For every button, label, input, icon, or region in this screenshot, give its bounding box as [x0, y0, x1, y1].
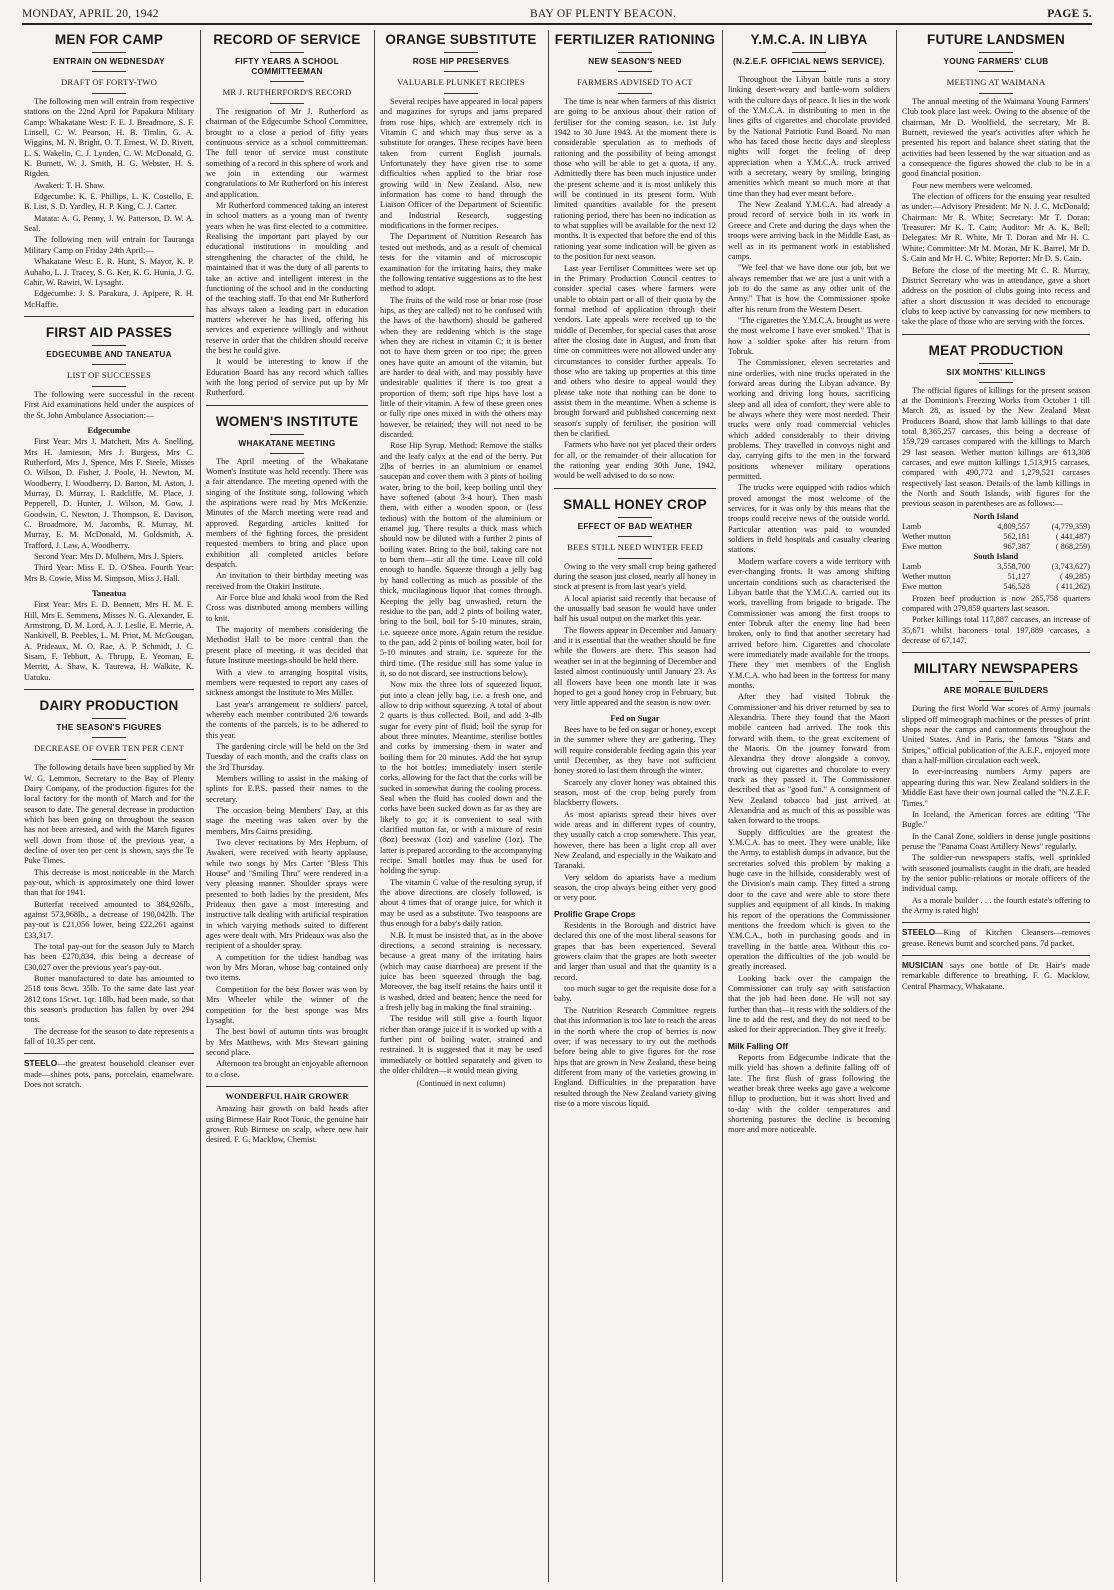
article-paragraph: The election of officers for the ensuing year resulted as under:—Advisory President: Mr N. J. C. McDonald; Chairman: Mr R. White; Secretary: Mr T. Doran; Treasurer: Mr K. T. Cain; Auditor: Mr A. K. Bell; Delegates: Mr R. White, Mr T. Doran and Mr H. C. White; Committee: Mr M. Moran, Mr K. Barrel, Mr D. S. Cain and Mr H. C. White; Reporter: Mr D. S. Cain.: [902, 192, 1090, 264]
article-paragraph: First Year: Mrs E. D. Bennett, Mrs H. M. E. Hill, Mrs E. Semmens, Misses N. G. Alexander, E. Armstrong, D. M. Lord, A. J. Leslie, E. Merrie, A. Nankivell, B. Peebles, L. M. Print, M. McGougan, A. Prideaux, M. O. Rae, A. P. Schmidt, J. C. Sisam, F. Tebbutt, A. Thrupp, E. Yeoman, E. Merritt, A. Shaw, K. Taurewa, H. Walkite, K. Uatuku.: [24, 600, 194, 682]
article-headline: MILITARY NEWSPAPERS: [913, 661, 1079, 677]
article-paragraph: Very seldom do apiarists have a medium season, the crop always being either very good or very poor.: [554, 872, 716, 903]
subheading-rule: [270, 81, 304, 82]
article-paragraph: The residue will still give a fourth liquor richer than orange juice if it is worked up with a further pint of boiling water, strained and restrained. It is suggested that it may be used immediately or bottled separately and given to the older children—it would mean giving: [380, 1014, 542, 1075]
table-cell: 3,558,700: [997, 561, 1030, 571]
subheading-rule: [92, 737, 126, 738]
masthead-rule: [22, 23, 1092, 25]
article-paragraph: Now mix the three lots of squeezed liquor, put into a clean jelly bag, i.e. a fresh one, and allow to drip without squeezing. A total of about 2 quarts is thus collected. Boil, and add 3-4lb sugar for every pint of fluid; boil the syrup for about three minutes. Meantime, sterilise bottles and corks by immersing them in water and boiling them for 20 minutes. Add the hot syrup to the hot bottles; immediately insert sterile corks, allowing for the fact that the corks will be sucked in somewhat during the cooling process. Seal when the fluid has cooled down and the corks have been sucked down as far as they are likely to go; it is convenient to seal with clarified mutton fat, or with a mixture of resin (8oz) beeswax (1oz) and vaseline (1oz). The latter is prepared according to the accompanying recipe. Small bottles may thus be used for holding the syrup.: [380, 680, 542, 876]
advertisement: [902, 927, 1090, 949]
article-paragraph: The decrease for the season to date represents a fall of 10.35 per cent.: [24, 1026, 194, 1047]
article: [554, 909, 716, 1110]
article-paragraph: Members willing to assist in the making of splints for E.P.S. passed their names to the secretary.: [206, 773, 368, 804]
ad-keyword: STEELO: [24, 1058, 58, 1069]
table-row: [902, 522, 1090, 532]
article-paragraph: First Year: Mrs J. Matchett, Mrs A. Snelling, Mrs H. Jamieson, Mrs J. Burgess, Mrs C. Rutherford, Mrs J. Spence, Mrs F. Steele, Misses O. Wilson, D. Fisher, J. Poole, H. Newton, M. Woodberry, I. Woodberry, D. Barton, M. Aston, J. Murray, D. Murray, I. Radcliffe, M. Place, J. Pepperell, D. Hunter, J. Wilson, M. Gow, J. Goodwin, C. Newton, J. Thompson, E. Davison, C. Broadmore, M. Jacombs, R. Murray, M. Murray, E. M. McDonald, M. Goldsmith, A. Trafford, J. Law, A. Woodberry.: [24, 437, 194, 550]
article-paragraph: Awakeri: T. H. Shaw.: [34, 180, 105, 190]
column-4: [554, 30, 716, 1582]
article-paragraph: Modern warfare covers a wide territory with ever-changing fronts. It was among shifting uncertain conditions such as characterised the Libyan battle that the Y.M.C.A. carried out its work, travelling from brigade to brigade. The Commissioner was among the first troops to enter Tobruk after the enemy line had been broken, only to find that another secretary had arrived before him. Cigarettes and chocolate were immediately made available for the troops. There they met members of the English Y.M.C.A. who had been in the fortress for many months.: [728, 556, 890, 690]
divider-rule: [206, 405, 368, 406]
article-headline: MEAT PRODUCTION: [928, 342, 1064, 358]
article-subheading: WHAKATANE MEETING: [238, 438, 336, 448]
table-cell: ( 49,285): [1059, 571, 1090, 581]
article-paragraph: The official figures of killings for the present season at the Dominion's Freezing Works from October 1 till March 28, as issued by the New Zealand Meat Producers Board, show that lamb killings to that date total 8,365,257 carcases, this being a decrease of 159,729 carcases compared with the killings to March 29 last season. Wether mutton killings are 613,308 carcases, and ewe mutton killings 1,513,915 carcases, compared with 490,772 and 1,279,521 carcases respectively last season. Details of the lamb killings in the North and South Islands, with figures for the previous season in parentheses are as follows:—: [902, 385, 1090, 509]
column-rule: [722, 30, 723, 1582]
column-5: [728, 30, 890, 1582]
table-cell: ( 411,262): [1056, 581, 1090, 591]
article-paragraph: Two clever recitations by Mrs Hepburn, of Awakeri, were received with hearty applause, while two songs by Mrs Carter "Bless This House" and "Smiling Thru" were rendered in a very pleasing manner. Shoulder sprays were presented to both ladies by the president, Mrs Prideaux then gave a most interesting and instructive talk dealing with artificial respiration in which varying methods suited to different ages were dealt with. Mrs Prideaux was also the recipient of a shoulder spray.: [206, 838, 368, 951]
divider-rule: [24, 1053, 194, 1054]
table-row: [902, 582, 1090, 592]
article: [728, 32, 890, 1036]
table-cell: 967,387: [1003, 541, 1030, 551]
article-paragraph: Rose Hip Syrup. Method: Remove the stalks and the leafy calyx at the end of the berry. Put 2lbs of berries in an aluminium or enamel saucepan and cover them with 3 pints of boiling water, bring to the boil, keep boiling until they have softened (about 3-4 hour). Then mash them, with either a wooden spoon, or (less tedious) with the bottom of the aluminium or enamel jug. There results a thick mass which should now be diluted with a further 2 pints of boiling water. Bring to the boil, taking care not to burn them—stir all the time. Leave till cold enough to handle. Squeeze through a jelly bag by hand collecting as much as possible of the thick, mucilaginous liquor that comes through. Keeping the jelly bag unwashed, return the residue to the pan, add 2 pints of boiling water, bring to the boil, boil for 5-10 minutes, strain, i.e. squeeze once more. Again return the residue to the pan, add 2 pints of boiling water, boil for 5-10 minutes and strain, i.e. squeeze for the third time. (The residue still has some value in it, so do not discard, see instructions below).: [380, 441, 542, 678]
subheading-rule: [979, 71, 1013, 72]
article: [24, 316, 194, 683]
article: [206, 405, 368, 1080]
article-paragraph: The following men will entrain for Tauranga Military Camp on Friday 24th April:—: [24, 235, 194, 255]
article-paragraph: The following details have been supplied by Mr W. G. Lemmon, Secretary to the Bay of Plenty Dairy Company, of the production figures for the local factory for the month of March and for the season to date. The general decrease in production which has been going on throughout the season has not been arrested, and with the March figures well down from those of the previous year, a decline of over ten per cent is shown, says the Te Puke Times.: [24, 763, 194, 866]
advertisement: [902, 960, 1090, 992]
table-cell: Wether mutton: [902, 531, 951, 541]
article-paragraph: Porker killings total 117,887 carcases, an increase of 35,671 whilst baconers total 197,889 carcases, a decrease of 67,147.: [902, 615, 1090, 646]
article-paragraph: too much sugar to get the requisite dose for a baby.: [554, 984, 716, 1004]
article-paragraph: The following were successful in the recent First Aid examinations held under the auspices of the St. John Ambulance Association:—: [24, 389, 194, 420]
article: [554, 488, 716, 904]
table-row: [902, 532, 1090, 542]
page-number: PAGE 5.: [1047, 8, 1092, 20]
subheading-rule: [92, 759, 126, 760]
article-paragraph: The annual meeting of the Waimana Young Farmers' Club took place last week. Owing to the absence of the chairman, Mr D. Woolfield, the secretary, Mr B. Burnett, reviewed the year's activities after which he presented his report and balance sheet stating that the activities had been lessened by the war situation and as a consequence the figures showed the club to be in a good financial position.: [902, 97, 1090, 179]
article-subheading: ROSE HIP PRESERVES: [412, 57, 510, 66]
article-subheading: THE SEASON'S FIGURES: [56, 723, 162, 733]
article: [206, 32, 368, 399]
article-subheading: MEETING AT WAIMANA: [946, 77, 1046, 87]
ad-keyword: MUSICIAN: [902, 959, 944, 970]
article-paragraph: The following men will entrain from respective stations on the 22nd April for Papakura Military Camp: Whakatane West: F. E. J. Breadmore, S. F. Linsell, C. W. Pearson, H. B. Timlin, G. A. Wiggins, M. N. Bright, O. T. Ernest, W. D. Rivett, L. S. Wakelin, C. J. Lynden, C. W. McDonald, G. K. Burnett, W. J. Smith, H. G. Webster, H. S. Rigden.: [24, 97, 194, 179]
article-paragraph: The soldier-run newspapers staffs, well sprinkled with seasoned journalists caught in the draft, are headed by the senior public-relations or morale officers of the individual camp.: [902, 853, 1090, 894]
headline-rule: [444, 52, 478, 53]
table-row: [902, 562, 1090, 572]
article-subheading: DRAFT OF FORTY-TWO: [60, 77, 158, 87]
headline-rule: [92, 718, 126, 719]
article: [902, 334, 1090, 647]
subheading-rule: [618, 558, 652, 559]
subheading-rule: [444, 93, 478, 94]
article-paragraph: Afternoon tea brought an enjoyable afternoon to a close.: [206, 1059, 368, 1079]
column-rule: [896, 30, 897, 1582]
article-paragraph: Four new members were welcomed.: [912, 180, 1033, 190]
article-paragraph: Second Year: Mrs D. Mulhern, Mrs J. Spiers.: [34, 552, 184, 562]
divider-rule: [554, 488, 716, 489]
article-paragraph: Throughout the Libyan battle runs a story linking desert-weary and battle-worn soldiers with the culture days of peace. It lies in the work of the Y.M.C.A. in distributing to men in the lines gifts of cigarettes and chocolate provided by the National Patriotic Fund Board. No man who has faced those hectic days and sleepless nights will forget the feeling of deep appreciation when a Y.M.C.A. truck arrived with a secretary, weary by smiling, bringing amenities which meant so much more at that time than they had ever meant before.: [728, 75, 890, 198]
article-paragraph: Residents in the Borough and district have declared this one of the most liberal seasons for grapes that has been experienced. Several growers claim that the grapes are both sweeter and larger than usual and that the quantity is a record.: [554, 921, 716, 982]
article-headline: WOMEN'S INSTITUTE: [215, 413, 359, 429]
article-paragraph: With a view to arranging hospital visits, members were requested to report any cases of sickness amongst the Institute to Mrs Miller.: [206, 667, 368, 698]
section-heading: Edgecumbe: [87, 424, 131, 435]
divider-rule: [206, 1086, 368, 1087]
article-paragraph: Bees have to be fed on sugar or honey, except in the summer where they are gathering. They will require considerable feeding again this year until December, as they have not sufficient honey stored to last them through the winter.: [554, 724, 716, 776]
article-paragraph: As a morale builder . . . the fourth estate's offering to the Army is rated high!: [902, 895, 1090, 915]
table-cell: ( 868,259): [1055, 541, 1090, 551]
subheading-rule: [979, 382, 1013, 383]
article-paragraph: The resignation of Mr J. Rutherford as chairman of the Edgecumbe School Committee, brought to a close a period of fifty years continuous service as a school committeeman. The full tenor of service must constitute something of a record in this sphere of work and we join in extending our warmest congratulations to Mr Rutherford on his interest and application.: [206, 107, 368, 199]
article-subheading: EDGECUMBE AND TANEATUA: [46, 349, 172, 359]
ad-text: —the greatest household cleanser ever made—shines pots, pans, porcelain, enamelware. Does not scratch.: [24, 1059, 194, 1090]
article-paragraph: Supply difficulties are the greatest the Y.M.C.A. has to meet. They were unable, like the Army, to establish dumps in advance, but the secretaries solved this problem by making a huge cave in the hillside, considerably west of the Division's main camp. They fitted a strong door to the cave and were able to store there supplies and equipment of all kinds. In making his report of the operations the Commissioner mentions the freedom which is given to the Y.M.C.A., both in purchasing goods and in travelling in the battle area. Without this co-operation the difficulties of the job would be greatly increased.: [728, 827, 890, 972]
column-rule: [548, 30, 549, 1582]
article-paragraph: The time is near when farmers of this district are going to be anxious about their ration of fertiliser for the coming season, i.e. 1st July 1942 to 30 June 1943. At the moment there is considerable speculation as to methods of rationing and the possibility of being amongst those who will be able to get a quota, if any. Admittedly there has been much injustice under the present scheme and it is most unlikely this will be continued in its present form. With limited quantities available for the present rationing period, there has been no indication as to what supplies will be available for the next 12 months. It is expected that before the end of this rationing year some indication will be given as to the position for next season.: [554, 97, 716, 262]
article: [902, 652, 1090, 916]
article-paragraph: Owing to the very small crop being gathered during the season just closed, nearly all honey in stock at present is from last year's yield.: [554, 561, 716, 592]
table-cell: Ewe mutton: [902, 541, 942, 551]
section-heading: Taneatua: [91, 588, 127, 599]
subheading-rule: [979, 700, 1013, 701]
article-paragraph: The vitamin C value of the resulting syrup, if the above directions are closely followed, is about 4 times that of orange juice, for which it may be used as a substitute. Two teaspoons are thus enough for a baby's daily ration.: [380, 877, 542, 929]
headline-rule: [979, 52, 1013, 53]
article: [902, 32, 1090, 328]
article-paragraph: Edgecumbe: K. E. Phillips, L. K. Costello, E. B. List, S. D. Yardley, H. P. King, C. J. Carter.: [24, 192, 194, 212]
article-paragraph: Mr Rutherford commenced taking an interest in school matters as a young man of twenty years when he was first elected to a committee. Realising the important part played by our educational institutions in moulding and strengthening the character of the child, he maintained that it was the duty of all parents to take an active and intelligent interest in the functioning of the school and in the conducting of the teaching staff. To that end Mr Rutherford has always taken a leading part in education matters wherever he has lived, offering his services and experience willingly and without reserve in order that the children should receive the best he could give.: [206, 201, 368, 355]
headline-rule: [979, 681, 1013, 682]
article-paragraph: The trucks were equipped with radios which proved amongst the most welcome of the services, for it was only by this means that the troops could receive news of the outside world. Particular attention was paid to wounded soldiers in field hospitals and casualty clearing stations.: [728, 483, 890, 555]
article-subheading: ARE MORALE BUILDERS: [943, 686, 1049, 696]
subheading-rule: [92, 93, 126, 94]
subheading-rule: [979, 93, 1013, 94]
article: [554, 32, 716, 482]
article-paragraph: The Nutrition Research Committee regrets that this information is too late to reach the areas in the north where the crop of berries is now over; if was necessary to try out the methods before being able to give figures for the rose hips that are grown in New Zealand, these being different from many of the varieties growing in England. Difficulties in the preparation have resulted through the New Zealand variety giving rise to a more viscous liquid.: [554, 1005, 716, 1108]
article-paragraph: Air Force blue and khaki wool from the Red Cross was distributed among members willing to knit.: [206, 593, 368, 623]
divider-rule: [902, 955, 1090, 956]
article-paragraph: Butterfat received amounted to 384,926lb., against 573,968lb., a decrease of 190,042lb. The pay-out is £21,056 lower, being £22,261 against £33,317.: [24, 899, 194, 940]
table-cell: (4,779,359): [1051, 521, 1090, 531]
newspaper-name: BAY OF PLENTY BEACON.: [529, 8, 677, 20]
divider-rule: [24, 689, 194, 690]
column-2: [206, 30, 368, 1582]
killings-table: [902, 512, 1090, 592]
table-cell: 4,809,557: [997, 521, 1030, 531]
article: [380, 32, 542, 1090]
table-section-heading: South Island: [973, 551, 1019, 561]
article-subheading: MR J. RUTHERFORD'S RECORD: [222, 87, 352, 97]
article-headline: MEN FOR CAMP: [54, 32, 164, 47]
table-cell: 546,528: [1003, 581, 1030, 591]
table-cell: ( 441,487): [1055, 531, 1090, 541]
article-paragraph: Edgecumbe: J. S. Parakura, J. Apipere, R. H. McHaffie.: [24, 289, 194, 309]
article-subheading: VALUABLE PLUNKET RECIPES: [397, 77, 525, 87]
article-subheading: (N.Z.E.F. OFFICIAL NEWS SERVICE).: [733, 57, 885, 66]
section-heading: Prolific Grape Crops: [554, 908, 636, 919]
article-paragraph: Farmers who have not yet placed their orders for all, or the remainder of their allocation for the rationing year ending 30th June, 1942, would be well advised to do so now.: [554, 440, 716, 481]
article-paragraph: Matata: A. G. Penny, J. W. Patterson, D. W. A. Seal.: [24, 213, 194, 234]
table-cell: (3,743,627): [1051, 561, 1090, 571]
article-headline: Y.M.C.A. IN LIBYA: [750, 32, 868, 47]
article-paragraph: The New Zealand Y.M.C.A. had already a proud record of service both in its work in Greece and Crete and during the days when the troops were arriving back in the Middle East, as well as in its permanent work in established camps.: [728, 200, 890, 261]
article-subheading: ENTRAIN ON WEDNESDAY: [53, 57, 165, 66]
article-paragraph: Competition for the best flower was won by Mrs Wheeler while the winner of the competition for the best sponge was Mrs Lysaght.: [206, 984, 368, 1025]
article-paragraph: "The cigarettes the Y.M.C.A. brought us were the most welcome I have ever smoked." That is how a soldier spoke after his return from Tobruk.: [728, 315, 890, 356]
headline-rule: [92, 345, 126, 346]
article-paragraph: Last year's arrangement re soldiers' parcel, whereby each member contributed 2/6 towards the contents of the parcels, is to be adhered to this year.: [206, 699, 368, 740]
subheading-rule: [444, 71, 478, 72]
ad-text: Amazing hair growth on bald heads after using Birmese Hair Root Tonic, the genuine hair grower. Rub Birmese on scalp, where new hair desired. F. G. Macklow, Chemist.: [206, 1104, 368, 1145]
ad-text: says one bottle of Dr. Hair's made remarkable difference to breathing. F. G. Macklow, Central Pharmacy, Whakatane.: [902, 960, 1090, 991]
article-paragraph: The occasion being Members' Day, at this stage the meeting was taken over by the members, Mrs Cairns presiding.: [206, 805, 368, 836]
article-paragraph: The total pay-out for the season July to March has been £270,834, this being a decrease of £30,027 over the previous year's pay-out.: [24, 942, 194, 972]
table-section-row: [902, 552, 1090, 562]
article-paragraph: "We feel that we have done our job, but we always remember that we are just a unit with a job to do the same as any other unit of the Army." That is how the Commissioner spoke after his return from the Western Desert.: [728, 263, 890, 314]
article-paragraph: Third Year: Miss E. D. O'Shea. Fourth Year: Mrs B. Cowie, Miss M. Simpson, Miss J. Hall.: [24, 563, 194, 583]
article-headline: FIRST AID PASSES: [45, 324, 173, 340]
continued-note: (Continued in next column): [416, 1079, 506, 1089]
subheading-rule: [618, 536, 652, 537]
article-paragraph: In the Canal Zone, soldiers in dense jungle positions peruse the "Panama Coast Artillery News" regularly.: [902, 831, 1090, 851]
article-paragraph: N.B. It must be insisted that, as in the above directions, a second straining is necessary, because a great many of the irritating hairs (which may cause diarrhoea) are present if the juice has been squeezed through the bag. Moreover, the bag itself retains the hairs until it is washed, dried and beaten; hence the need for a fresh jelly bag in making the final straining.: [380, 930, 542, 1012]
article-paragraph: The best bowl of autumn tints was brought by Mrs Matthews, with Mrs Stewart gaining second place.: [206, 1027, 368, 1057]
article-paragraph: The majority of members considering the Methodist Hall to be more central than the present place of meeting, it was decided that future Institute meetings should be held there.: [206, 625, 368, 666]
divider-rule: [902, 922, 1090, 923]
article-paragraph: Frozen beef production is now 265,758 quarters compared with 279,859 quarters last season.: [902, 593, 1090, 614]
table-cell: Lamb: [902, 521, 922, 531]
article-headline: SMALL HONEY CROP: [563, 496, 707, 512]
headline-rule: [979, 363, 1013, 364]
article-subheading: FIFTY YEARS A SCHOOL COMMITTEEMAN: [235, 57, 339, 76]
article-paragraph: The gardening circle will be held on the 3rd Tuesday of each month, and the crafts class on the 3rd Thursday.: [206, 741, 368, 772]
divider-rule: [902, 652, 1090, 653]
ad-heading: WONDERFUL HAIR GROWER: [225, 1090, 349, 1101]
article-paragraph: The April meeting of the Whakatane Women's Institute was held recently. There was a fair attendance. The meeting opened with the singing of the Institute song, following which the aspirations were read by Mrs McKenzie. Minutes of the March meeting were read and approved. Regarding articles knitted for members of the fighting forces, the president requested members to bring and place upon exhibition all completed articles before despatch.: [206, 456, 368, 570]
table-row: [902, 542, 1090, 552]
article-subheading: LIST OF SUCCESSES: [67, 369, 151, 380]
article-paragraph: Butter manufactured to date has amounted to 2518 tons 8cwt. 35lb. To the same date last year 2812 tons 15cwt. 1qr. 18lb. had been made, so that this season's production has fallen by over 294 tons.: [24, 974, 194, 1025]
ad-text: —King of Kitchen Cleansers—removes grease. Renews burnt and scorched pans. 7d packet.: [902, 928, 1090, 948]
advertisement: [24, 1058, 194, 1090]
table-cell: 562,181: [1003, 531, 1030, 541]
headline-rule: [270, 52, 304, 53]
article-paragraph: As most apiarists spread their hives over wide areas and in different types of country, they usually catch a crop somewhere. This year, however, there has been a light crop all over New Zealand, and especially in the Waikato and Taranaki.: [554, 809, 716, 871]
article-headline: DAIRY PRODUCTION: [39, 698, 179, 714]
article-paragraph: Whakatane West: E. R. Hunt, S. Mayor, K. P. Auhaho, L. J. Tracey, S. G. Ker, K. G. Hunia, J. G. Cahir, W. Rawiri, W. Lysaght.: [24, 257, 194, 287]
table-row: [902, 572, 1090, 582]
issue-date: MONDAY, APRIL 20, 1942: [22, 8, 159, 20]
article: [24, 689, 194, 1047]
article: [24, 32, 194, 310]
article-headline: FUTURE LANDSMEN: [927, 32, 1065, 47]
section-heading: Milk Falling Off: [728, 1040, 789, 1051]
table-cell: Ewe mutton: [902, 581, 942, 591]
ad-keyword: STEELO: [902, 927, 936, 938]
article-paragraph: A competition for the tidiest handbag was won by Mrs Moran, whose bag contained only two items.: [206, 952, 368, 983]
column-1: [24, 30, 194, 1582]
headline-rule: [618, 52, 652, 53]
divider-rule: [24, 316, 194, 317]
divider-rule: [902, 334, 1090, 335]
subheading-rule: [270, 453, 304, 454]
article-subheading: BEES STILL NEED WINTER FEED: [567, 541, 703, 552]
table-cell: Wether mutton: [902, 571, 951, 581]
subheading-rule: [270, 103, 304, 104]
article-headline: ORANGE SUBSTITUTE: [385, 32, 537, 47]
article-paragraph: In ever-increasing numbers Army papers are appearing during this war. New Zealand soldiers in the Middle East have their own journal called the "N.Z.E.F. Times.": [902, 767, 1090, 808]
article-subheading: NEW SEASON'S NEED: [588, 57, 682, 66]
article-subheading: YOUNG FARMERS' CLUB: [943, 57, 1049, 66]
article-paragraph: After they had visited Tobruk the Commissioner and his driver returned by sea to Alexandria. There they found that the Maori mobile canteen had arrived. The took this forward with them, to the great excitement of the Maoris. On the journey forward from Alexandria they drove alongside a convoy, throwing out cigarettes and chocolate to every truck as they passed it. The Commissioner described that as "good fun." A consignment of New Zealand tobacco had just arrived at Alexandria and as much of this as possible was taken forward to the troops.: [728, 692, 890, 826]
column-3: [380, 30, 542, 1582]
article-subheading: FARMERS ADVISED TO ACT: [577, 77, 693, 87]
article-paragraph: The Department of Nutrition Research has tested out methods, and as a result of chemical tests for the vitamin and of microscopic examination for the irritating hairs, they make the following tentative suggestions as to the best method to adopt.: [380, 232, 542, 294]
subheading-rule: [792, 71, 826, 72]
article-paragraph: It would be interesting to know if the Education Board has any record which tallies with the long period of service put up by Mr Rutherford.: [206, 357, 368, 398]
subheading-rule: [92, 71, 126, 72]
article: [728, 1041, 890, 1136]
table-section-heading: North Island: [973, 511, 1019, 521]
article-paragraph: Several recipes have appeared in local papers and magazines for syrups and jams prepared from rose hips, which are extremely rich in Vitamin C and which may thus serve as a substitute for oranges. These recipes have been taken from current English journals. Unfortunately they have given rise to some difficulties when applied to the briar rose growing wild in New Zealand. Also, new information has come to hand through the Liaison Officer of the Department of Scientific and Industrial Research, suggesting modifications in the former recipes.: [380, 97, 542, 231]
headline-rule: [618, 517, 652, 518]
headline-rule: [270, 434, 304, 435]
column-6: [902, 30, 1090, 1582]
headline-rule: [92, 52, 126, 53]
article-paragraph: A local apiarist said recently that because of the unusually bad season he would have under half his usual output on the market this year.: [554, 593, 716, 624]
article-paragraph: Looking back over the campaign the Commissioner can truly say with satisfaction that the job had been done. He will not say further than that—it rests with the soldiers of the line to add the rest, and they do not need to be asked for their appreciation. They give it freely.: [728, 973, 890, 1035]
article-paragraph: The flowers appear in December and January and it is essential that the weather should be fine while the flowers are there. This season had weather set in at the beginning of December and lasted almost continuously until January 23. As all flowers have been one month late it was hoped to get a good honey crop in February, but very little appeared and the season is now over.: [554, 625, 716, 708]
column-rule: [374, 30, 375, 1582]
article-subheading: EFFECT OF BAD WEATHER: [577, 521, 693, 531]
headline-rule: [792, 52, 826, 53]
column-rule: [200, 30, 201, 1582]
section-heading: Fed on Sugar: [610, 712, 660, 723]
article-paragraph: An invitation to their birthday meeting was received from the Otakiri Institute.: [206, 571, 368, 591]
article-headline: RECORD OF SERVICE: [213, 32, 361, 47]
subheading-rule: [618, 93, 652, 94]
subheading-rule: [92, 364, 126, 365]
article-paragraph: Reports from Edgecumbe indicate that the milk yield has shown a definite falling off of late. The first flush of grass following the weather break three weeks ago gave a welcome fillup to production, but it was short lived and to-day with the colder temperatures and shortening pastures the decline is becoming more and more noticeable.: [728, 1052, 890, 1135]
article-paragraph: During the first World War scores of Army journals slipped off mimeograph machines or the presses of print shops near the camps and cantonments throughout the United States. And in Paris, the famous "Stars and Stripes," official publication of the A.E.F., enjoyed more than a half-million circulation each week.: [902, 704, 1090, 766]
subheading-rule: [92, 386, 126, 387]
article-paragraph: Last year Fertiliser Committees were set up in the Primary Production Council centres to consider special cases where farmers were unable to obtain part or all of their quota by the formal method of application through their vendors. Late appeals were received up to the middle of December, for special cases that arose after the closing date in August, and from that time on committees were not allowed under any circumstances to consider further appeals. To those who are taking up properties at this time and others who desire to appeal would they please take note that nothing can be done to assist them in the meantime. When a scheme is brought forward and published concerning next season's supply of fertiliser, the position will then be clarified.: [554, 263, 716, 438]
table-cell: Lamb: [902, 561, 922, 571]
article-paragraph: In Iceland, the American forces are editing "The Bugle.": [902, 809, 1090, 830]
article-subheading: SIX MONTHS' KILLINGS: [946, 367, 1046, 377]
article-paragraph: The fruits of the wild rose or briar rose (rose hips, as they are called) not to be confused with the haws of the hawthorn) should be gathered when they are reddening which is the stage when they are richest in vitamin C; it is better not to have them green or too ripe; the green ones have quite an amount of the vitamin, but are harder to deal with, and may possibly have undesirable qualities if there is too great a proportion of them; soft ripe hips have lost a little of their vitamin. A few of these green ones or fully ripe ones mixed in with the others may however, be retained; they will not need to be discarded.: [380, 295, 542, 439]
subheading-rule: [618, 71, 652, 72]
masthead: [22, 6, 1092, 22]
article-paragraph: Scarcely any clover honey was obtained this season, most of the crop being purely from blackberry flowers.: [554, 777, 716, 808]
article-subheading: DECREASE OF OVER TEN PER CENT: [33, 743, 185, 754]
article-paragraph: The Commissioner, eleven secretaries and nine orderlies, with nine trucks operated in the forward areas during the Libyan advance. By working and driving long hours, sacrificing sleep and all idea of comfort, they were able to be always where they were most needed. Their trucks were only road commercial vehicles which added considerably to their driving problems. They travelled in convoys night and day, carrying gifts to the men in the forward positions whenever military operations permitted.: [728, 358, 890, 482]
article-paragraph: Before the close of the meeting Mr C. R. Murray, District Secretary who was in attendance, gave a short address on the position of clubs going into recess and after a short discussion it was decided to encourage clubs to keep active by canvassing for new members to take the place of those who are serving with the forces.: [902, 265, 1090, 327]
table-cell: 51,127: [1007, 571, 1030, 581]
article-paragraph: This decrease is most noticeable in the March pay-out, which is approximately one third lower than that for 1941.: [24, 867, 194, 898]
table-section-row: [902, 512, 1090, 522]
article-headline: FERTILIZER RATIONING: [554, 32, 716, 47]
